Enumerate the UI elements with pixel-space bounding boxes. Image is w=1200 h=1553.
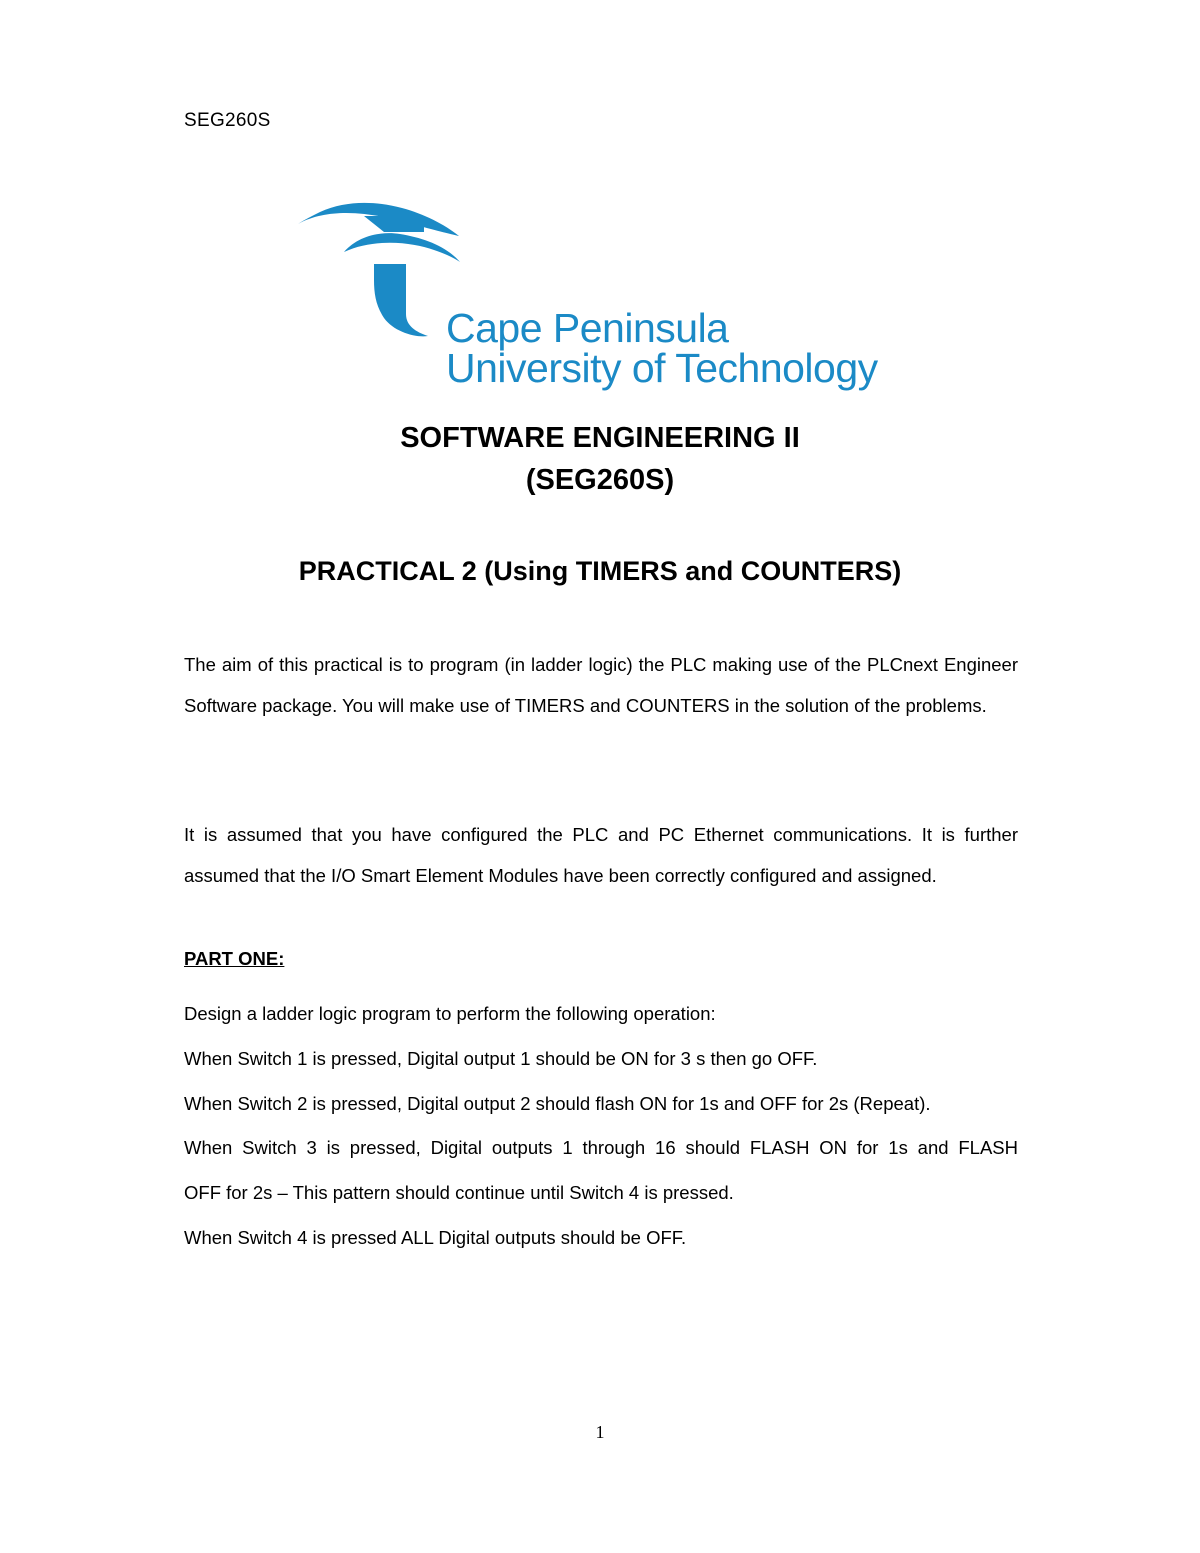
instruction-line: When Switch 1 is pressed, Digital output 1 should be ON for 3 s then go OFF. <box>184 1047 818 1069</box>
practical-title: PRACTICAL 2 (Using TIMERS and COUNTERS) <box>298 556 902 586</box>
course-title-block <box>0 417 1200 501</box>
part-one-instructions <box>184 992 1018 1261</box>
logo-line-cape-peninsula: Cape Peninsula <box>446 305 729 351</box>
header-course-code: SEG260S <box>184 110 271 131</box>
instruction-line: When Switch 4 is pressed ALL Digital outputs should be OFF. <box>184 1226 687 1248</box>
part-one-heading: PART ONE: <box>184 948 285 969</box>
page-number: 1 <box>595 1422 605 1442</box>
course-code-title: (SEG260S) <box>525 464 675 496</box>
instruction-line: When Switch 3 is pressed, Digital outputs 1 through 16 should FLASH ON for 1s and FLASH <box>184 1137 1018 1159</box>
instruction-line: When Switch 2 is pressed, Digital output 2 should flash ON for 1s and OFF for 2s (Repeat). <box>184 1092 931 1114</box>
course-name: SOFTWARE ENGINEERING II <box>400 422 800 454</box>
assumption-paragraph: It is assumed that you have configured the PLC and PC Ethernet communications. It is further assumed that the I/O Smart Element Modules have been correctly configured and assigned. <box>184 824 1018 886</box>
university-logo <box>294 176 904 396</box>
aim-paragraph: The aim of this practical is to program (in ladder logic) the PLC making use of the PLCnext Engineer Software package. You will make use of TIMERS and COUNTERS in the solution of the problems. <box>184 654 1018 716</box>
instruction-line: Design a ladder logic program to perform the following operation: <box>184 1003 716 1024</box>
logo-line-university-of-technology: University of Technology <box>446 345 878 391</box>
instruction-line: OFF for 2s – This pattern should continue until Switch 4 is pressed. <box>184 1182 734 1204</box>
logo-emblem-icon <box>294 176 464 356</box>
